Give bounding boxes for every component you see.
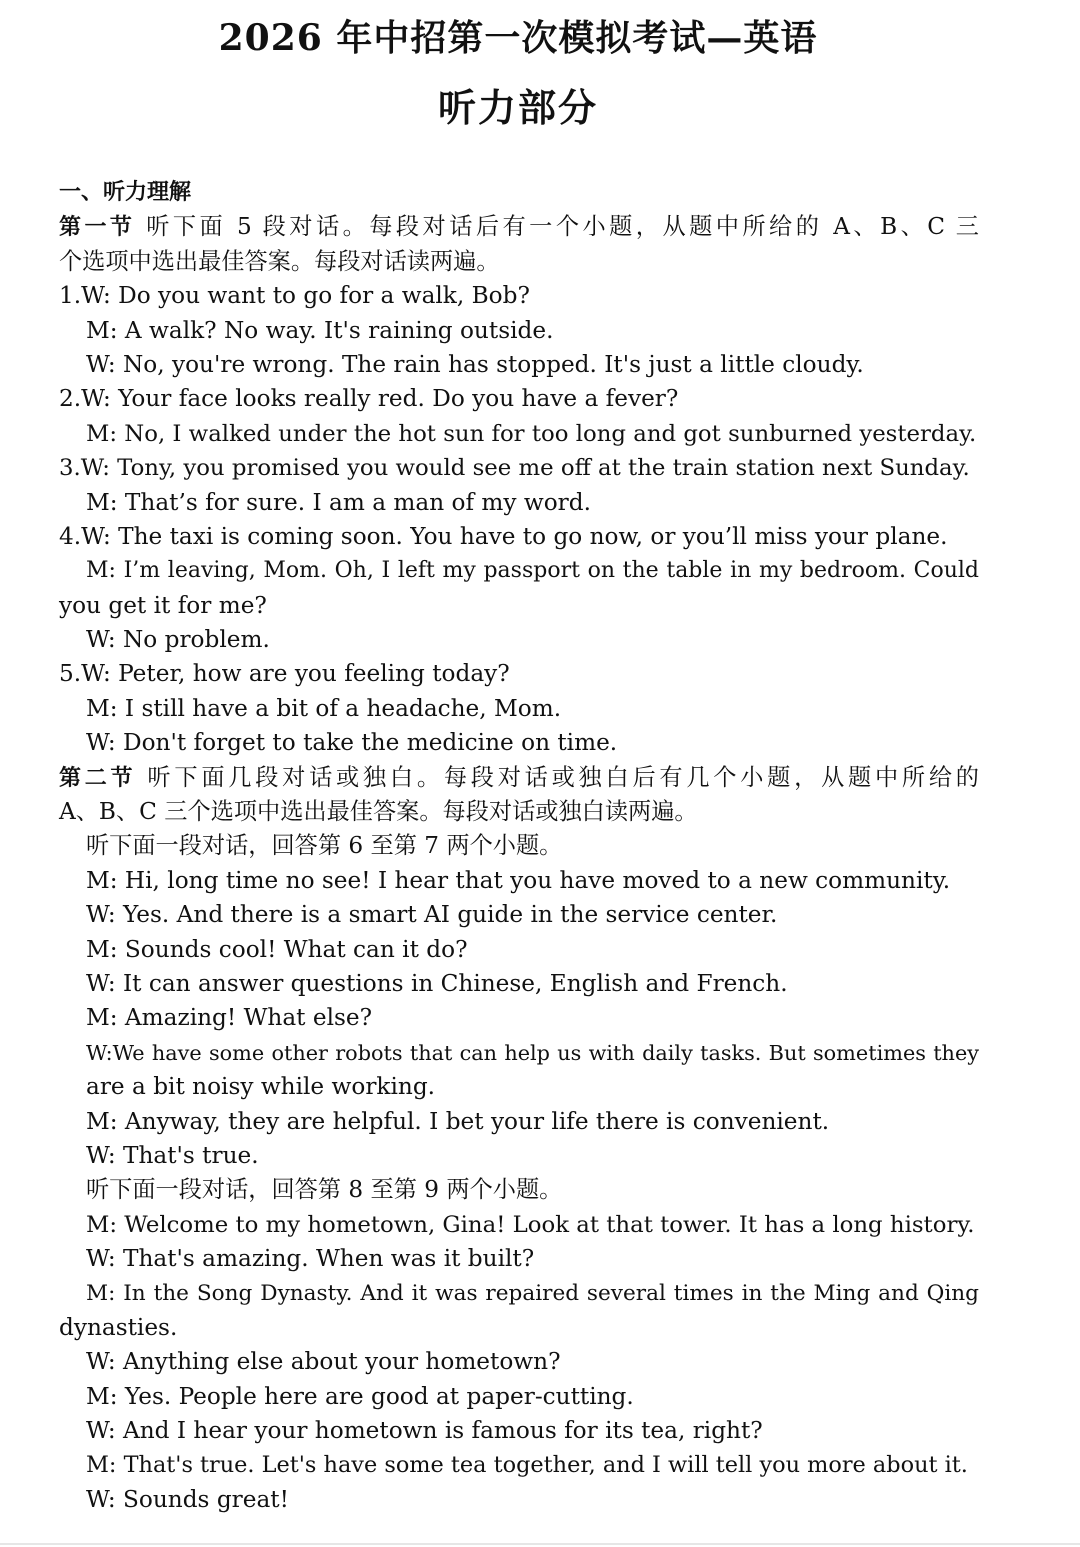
section2-instruction bbox=[59, 761, 979, 795]
dialogue-line: M: I still have a bit of a headache, Mom. bbox=[86, 694, 562, 722]
section2-label: 第二节 bbox=[59, 765, 137, 791]
part-heading: 一、听力理解 bbox=[59, 180, 192, 205]
page-bottom-edge bbox=[0, 1543, 1080, 1545]
dialogue-line: W: And I hear your hometown is famous for its tea, right? bbox=[86, 1417, 763, 1445]
dialogue-line: M: Anyway, they are helpful. I bet your life there is convenient. bbox=[86, 1107, 830, 1135]
conversation-intro: 听下面一段对话，回答第 6 至第 7 两个小题。 bbox=[86, 832, 563, 860]
dialogue-line: W: Anything else about your hometown? bbox=[86, 1348, 561, 1376]
dialogue-line: M: Yes. People here are good at paper-cutting. bbox=[86, 1382, 634, 1410]
section2-instruction-line1: 听下面几段对话或独白。每段对话或独白后有几个小题，从题中所给的 bbox=[147, 763, 979, 791]
dialogue-line: W: Sounds great! bbox=[86, 1485, 289, 1513]
dialogue-line: W: That's true. bbox=[86, 1141, 259, 1169]
section1-instruction-line2: 个选项中选出最佳答案。每段对话读两遍。 bbox=[59, 247, 500, 275]
dialogue-line: M: In the Song Dynasty. And it was repaired several times in the Ming and Qing bbox=[86, 1280, 979, 1306]
listening-content bbox=[59, 176, 979, 1517]
page-title: 2026 年中招第一次模拟考试—英语 bbox=[218, 17, 818, 59]
dialogue-line: 4.W: The taxi is coming soon. You have to go now, or you’ll miss your plane. bbox=[59, 522, 948, 550]
conversation-intro: 听下面一段对话，回答第 8 至第 9 两个小题。 bbox=[86, 1176, 563, 1204]
dialogue-line: 2.W: Your face looks really red. Do you have a fever? bbox=[59, 385, 679, 413]
section2-instruction-line2: A、B、C 三个选项中选出最佳答案。每段对话或独白读两遍。 bbox=[59, 798, 698, 826]
dialogue-line: W: It can answer questions in Chinese, English and French. bbox=[86, 969, 788, 997]
dialogue-line: dynasties. bbox=[59, 1313, 178, 1341]
section1-instruction bbox=[59, 210, 979, 244]
page-subtitle: 听力部分 bbox=[437, 85, 598, 130]
dialogue-line: M: No, I walked under the hot sun for too long and got sunburned yesterday. bbox=[86, 420, 977, 447]
dialogue-line: W: No problem. bbox=[86, 626, 270, 654]
dialogue-line: M: Amazing! What else? bbox=[86, 1004, 373, 1032]
dialogue-line: W: That's amazing. When was it built? bbox=[86, 1245, 535, 1273]
dialogue-line: M: Welcome to my hometown, Gina! Look at that tower. It has a long history. bbox=[86, 1211, 975, 1238]
dialogue-line: M: I’m leaving, Mom. Oh, I left my passport on the table in my bedroom. Could bbox=[86, 558, 979, 584]
dialogue-line: M: That's true. Let's have some tea together, and I will tell you more about it. bbox=[86, 1452, 968, 1479]
section1-instruction-line1: 听下面 5 段对话。每段对话后有一个小题，从题中所给的 A、B、C 三 bbox=[146, 213, 979, 241]
dialogue-line: are a bit noisy while working. bbox=[86, 1073, 436, 1101]
dialogue-line: M: Sounds cool! What can it do? bbox=[86, 935, 468, 963]
dialogue-line: W: Don't forget to take the medicine on time. bbox=[86, 729, 618, 757]
dialogue-line: W: No, you're wrong. The rain has stopped. It's just a little cloudy. bbox=[86, 350, 864, 378]
dialogue-line: M: Hi, long time no see! I hear that you have moved to a new community. bbox=[86, 866, 951, 894]
dialogue-line: W:We have some other robots that can help us with daily tasks. But sometimes they bbox=[86, 1040, 979, 1065]
dialogue-line: W: Yes. And there is a smart AI guide in the service center. bbox=[86, 901, 778, 929]
dialogue-line: 1.W: Do you want to go for a walk, Bob? bbox=[59, 282, 530, 310]
dialogue-line: M: That’s for sure. I am a man of my word. bbox=[86, 488, 591, 516]
section1-label: 第一节 bbox=[59, 215, 136, 241]
dialogue-line: 3.W: Tony, you promised you would see me off at the train station next Sunday. bbox=[59, 455, 970, 482]
dialogue-line: you get it for me? bbox=[59, 591, 267, 619]
dialogue-line: M: A walk? No way. It's raining outside. bbox=[86, 316, 554, 344]
dialogue-line: 5.W: Peter, how are you feeling today? bbox=[59, 660, 510, 688]
